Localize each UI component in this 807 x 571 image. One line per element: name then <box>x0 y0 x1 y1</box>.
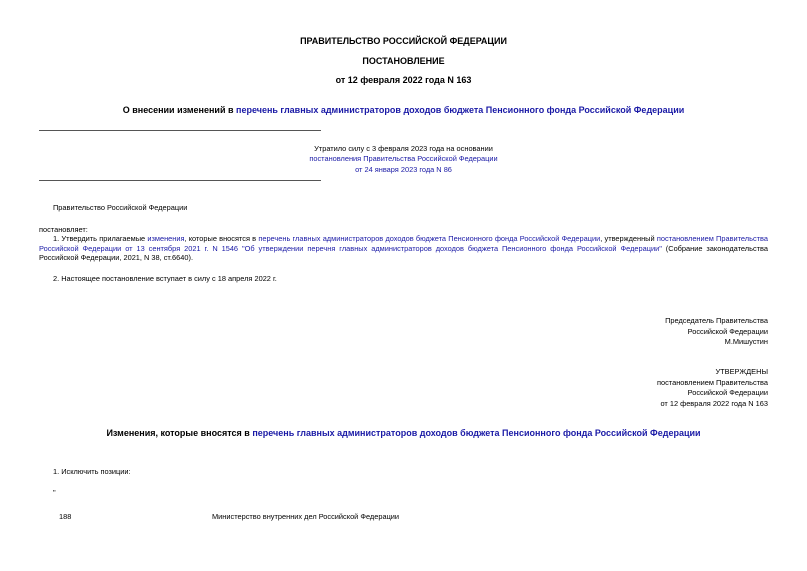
signature-name: М.Мишустин <box>724 337 768 346</box>
item-1-link-resolution[interactable]: постановлением Правительства Российской Федерации от 13 сентября 2021 г. N 1546 "Об утверждении перечня главных администраторов доходов бюджета Пенсионного фонда Российской Федерации" <box>39 234 768 253</box>
status-note-line1: Утратило силу с 3 февраля 2023 года на основании <box>314 144 493 153</box>
signature-line2: Российской Федерации <box>687 326 768 336</box>
approval-line3: Российской Федерации <box>687 388 768 397</box>
approval-line1: УТВЕРЖДЕНЫ <box>715 367 768 376</box>
signature-block <box>560 316 768 348</box>
document-title-link[interactable]: перечень главных администраторов доходов бюджета Пенсионного фонда Российской Федерации <box>236 105 685 115</box>
document-type: ПОСТАНОВЛЕНИЕ <box>362 56 445 66</box>
signature-line1: Председатель Правительства <box>665 316 768 325</box>
item-2-text: 2. Настоящее постановление вступает в силу с 18 апреля 2022 г. <box>53 274 277 283</box>
approval-block <box>560 367 768 409</box>
approval-line4: от 12 февраля 2022 года N 163 <box>660 398 768 408</box>
document-date-number: от 12 февраля 2022 года N 163 <box>335 75 472 85</box>
divider-top <box>39 130 321 131</box>
item-1-paragraph <box>39 234 768 263</box>
document-title <box>0 105 807 115</box>
table-row-code: 188 <box>59 512 72 521</box>
changes-title <box>0 428 807 438</box>
table-row-name: Министерство внутренних дел Российской Федерации <box>212 512 400 521</box>
item-1-text-a: 1. Утвердить прилагаемые <box>53 234 148 243</box>
status-note-link-resolution[interactable]: постановления Правительства Российской Федерации <box>309 154 498 163</box>
divider-bottom <box>39 180 321 181</box>
government-title: ПРАВИТЕЛЬСТВО РОССИЙСКОЙ ФЕДЕРАЦИИ <box>300 36 507 46</box>
changes-title-prefix: Изменения, которые вносятся в <box>106 428 253 438</box>
item-1-link-list[interactable]: перечень главных администраторов доходов бюджета Пенсионного фонда Российской Федерации <box>258 234 601 243</box>
quote-mark: " <box>53 488 56 497</box>
decides-text: постановляет: <box>39 225 88 234</box>
approval-line2: постановлением Правительства <box>657 377 768 387</box>
item-1-link-changes[interactable]: изменения <box>147 234 185 243</box>
item-1-text-c: , утвержденный <box>600 234 657 243</box>
item-1-text-b: , которые вносятся в <box>184 234 259 243</box>
item-1-text-d: (Собрание законодательства Российской Федерации, 2021, N 38, ст.6640). <box>39 243 768 263</box>
changes-title-link[interactable]: перечень главных администраторов доходов бюджета Пенсионного фонда Российской Федерации <box>252 428 701 438</box>
document-title-prefix: О внесении изменений в <box>122 105 237 115</box>
intro-text: Правительство Российской Федерации <box>53 203 188 212</box>
status-note-link-date[interactable]: от 24 января 2023 года N 86 <box>355 165 452 174</box>
changes-item-1: 1. Исключить позиции: <box>53 467 131 476</box>
